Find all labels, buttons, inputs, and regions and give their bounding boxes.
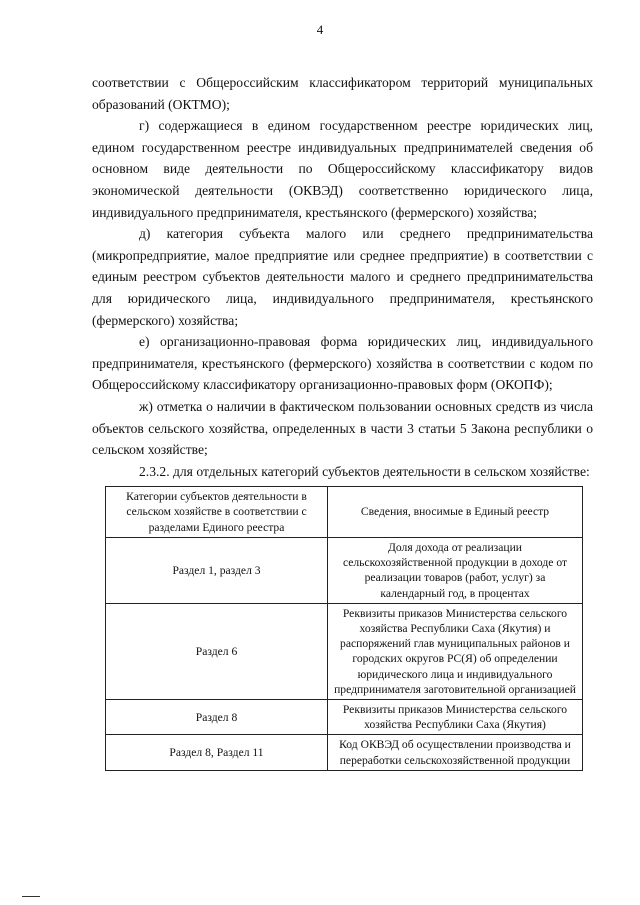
table-cell-section: Раздел 1, раздел 3	[106, 537, 328, 603]
document-body	[92, 72, 593, 771]
table-cell-information: Реквизиты приказов Министерства сельского хозяйства Республики Саха (Якутия)	[328, 699, 583, 734]
column-header-category: Категории субъектов деятельности в сельском хозяйстве в соответствии с разделами Единого реестра	[106, 487, 328, 538]
footer-divider	[22, 896, 40, 897]
table-row	[106, 699, 583, 734]
table-header-row	[106, 487, 583, 538]
paragraph-d-sme-category: д) категория субъекта малого или среднего предпринимательства (микропредприятие, малое предприятие или среднее предприятие) в соответствии с единым реестром субъектов деятельности малого и среднего предпринимательства для юридического лица, индивидуального предпринимателя, крестьянского (фермерского) хозяйства;	[92, 226, 593, 328]
paragraph-e-okopf: е) организационно-правовая форма юридических лиц, индивидуального предпринимателя, крестьянского (фермерского) хозяйства в соответствии с кодом по Общероссийскому классификатору организационно-правовых форм (ОКОПФ);	[92, 334, 593, 393]
table-cell-information: Реквизиты приказов Министерства сельского хозяйства Республики Саха (Якутия) и распоряжений глав муниципальных районов и городских округов РС(Я) об определении юридического лица и индивидуального предпринимателя заготовительной организацией	[328, 603, 583, 699]
paragraph-2-3-2: 2.3.2. для отдельных категорий субъектов деятельности в сельском хозяйстве:	[139, 463, 590, 479]
paragraph-g-okved: г) содержащиеся в едином государственном реестре юридических лиц, едином государственном реестре индивидуальных предпринимателей сведения об основном виде деятельности по Общероссийскому классификатору видов экономической деятельности (ОКВЭД) соответственно юридического лица, индивидуального предпринимателя, крестьянского (фермерского) хозяйства;	[92, 118, 593, 220]
table-cell-information: Код ОКВЭД об осуществлении производства и переработки сельскохозяйственной продукции	[328, 735, 583, 770]
registry-table	[105, 486, 583, 770]
table-cell-section: Раздел 6	[106, 603, 328, 699]
table-row	[106, 603, 583, 699]
page-number: 4	[316, 22, 324, 37]
table-row	[106, 735, 583, 770]
table-cell-section: Раздел 8, Раздел 11	[106, 735, 328, 770]
column-header-information: Сведения, вносимые в Единый реестр	[328, 487, 583, 538]
table-cell-section: Раздел 8	[106, 699, 328, 734]
paragraph-zh-fixed-assets: ж) отметка о наличии в фактическом пользовании основных средств из числа объектов сельского хозяйства, определенных в части 3 статьи 5 Закона республики о сельском хозяйстве;	[92, 398, 593, 458]
table-row	[106, 537, 583, 603]
table-cell-information: Доля дохода от реализации сельскохозяйственной продукции в доходе от реализации товаров (работ, услуг) за календарный год, в процентах	[328, 537, 583, 603]
paragraph-oktmo: соответствии с Общероссийским классификатором территорий муниципальных образований (ОКТМО);	[92, 75, 593, 112]
